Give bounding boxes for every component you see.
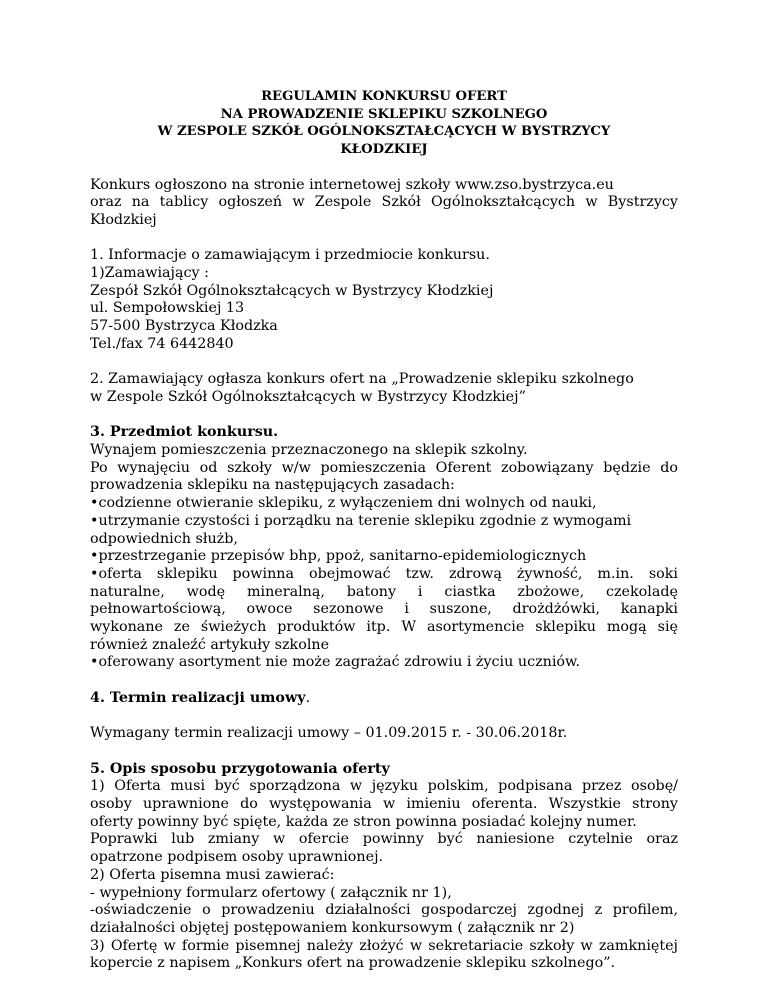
- text-line: kopercie z napisem „Konkurs ofert na prowadzenie sklepiku szkolnego”.: [90, 955, 616, 972]
- title-line: REGULAMIN KONKURSU OFERT: [261, 89, 507, 104]
- intro-paragraph: [90, 177, 678, 230]
- text-line: • oferta sklepiku powinna obejmować tzw. zdrową żywność, m.in. soki: [90, 566, 678, 584]
- text-line: ul. Sempołowskiej 13: [90, 300, 245, 317]
- list-item: [90, 938, 678, 973]
- text-line: 3) Ofertę w formie pisemnej należy złożyć w sekretariacie szkoły w zamkniętej: [90, 937, 678, 954]
- section-2: [90, 371, 678, 406]
- text-line: 1) Oferta musi być sporządzona w języku polskim, podpisana przez osobę/: [90, 778, 678, 795]
- list-item: 2) Oferta pisemna musi zawierać:: [90, 866, 335, 883]
- text-line: oraz na tablicy ogłoszeń w Zespole Szkół Ogólnokształcących w Bystrzycy: [90, 194, 678, 211]
- text-line: Konkurs ogłoszono na stronie internetowej szkoły www.zso.bystrzyca.eu: [90, 176, 614, 193]
- text-line: oferty powinny być spięte, każda ze stron powinna posiadać kolejny numer.: [90, 813, 637, 830]
- section-5: [90, 761, 678, 973]
- section-1: [90, 247, 678, 353]
- title-line: KŁODZKIEJ: [340, 142, 428, 158]
- text-line: w Zespole Szkół Ogólnokształcących w Bystrzycy Kłodzkiej”: [90, 388, 526, 405]
- text-line: Kłodzkiej: [90, 211, 157, 228]
- heading-suffix: .: [305, 689, 311, 706]
- list-item: [90, 778, 678, 867]
- list-item: - wypełniony formularz ofertowy ( załącznik nr 1),: [90, 884, 452, 901]
- text-line: wykonane ze świeżych produktów itp. W asortymencie sklepiku mogą się: [90, 619, 678, 636]
- text-line: Poprawki lub zmiany w ofercie powinny być naniesione czytelnie oraz: [90, 831, 678, 848]
- text-line: również znaleźć artykuły szkolne: [90, 636, 330, 653]
- text-line: Po wynajęciu od szkoły w/w pomieszczenia Oferent zobowiązany będzie do: [90, 459, 678, 476]
- text-line: prowadzenia sklepiku na następujących zasadach:: [90, 477, 455, 494]
- text-line: 1)Zamawiający :: [90, 265, 209, 281]
- text-line: Wymagany termin realizacji umowy – 01.09.2015 r. - 30.06.2018r.: [90, 725, 568, 742]
- section-heading: 3. Przedmiot konkursu.: [90, 424, 279, 441]
- bullet-item: • oferowany asortyment nie może zagrażać zdrowiu i życiu uczniów.: [90, 654, 678, 672]
- text-line: naturalne, wodę mineralną, batony i ciastka zbożowe, czekoladę: [90, 583, 678, 600]
- bullet-item: [90, 566, 678, 655]
- title-line: W ZESPOLE SZKÓŁ OGÓLNOKSZTAŁCĄCYCH W BYSTRZYCY: [157, 124, 611, 140]
- text-line: 1. Informacje o zamawiającym i przedmiocie konkursu.: [90, 247, 490, 264]
- document-title: [90, 88, 678, 159]
- text-line: 57-500 Bystrzyca Kłodzka: [90, 318, 278, 335]
- document-page: [90, 88, 678, 973]
- text-line: opatrzone podpisem osoby uprawnionej.: [90, 849, 384, 866]
- text-line: osoby uprawnione do występowania w imieniu oferenta. Wszystkie strony: [90, 796, 678, 813]
- text-line: 2. Zamawiający ogłasza konkurs ofert na „Prowadzenie sklepiku szkolnego: [90, 371, 634, 388]
- section-heading: 5. Opis sposobu przygotowania oferty: [90, 760, 390, 777]
- section-heading: 4. Termin realizacji umowy: [90, 689, 306, 706]
- bullet-item: [90, 513, 678, 548]
- text-line: Wynajem pomieszczenia przeznaczonego na sklepik szkolny.: [90, 442, 528, 458]
- section-3: [90, 424, 678, 672]
- text-line: działalności objętej postępowaniem konkursowym ( załącznik nr 2): [90, 919, 575, 936]
- text-line: odpowiednich służb,: [90, 530, 238, 547]
- title-line: NA PROWADZENIE SKLEPIKU SZKOLNEGO: [220, 106, 548, 122]
- section-4: [90, 690, 678, 743]
- text-line: -oświadczenie o prowadzeniu działalności gospodarczej zgodnej z profilem,: [90, 902, 678, 919]
- bullet-item: • codzienne otwieranie sklepiku, z wyłączeniem dni wolnych od nauki,: [90, 495, 678, 513]
- text-line: • utrzymanie czystości i porządku na terenie sklepiku zgodnie z wymogami: [90, 513, 678, 531]
- text-line: Zespół Szkół Ogólnokształcących w Bystrzycy Kłodzkiej: [90, 282, 494, 299]
- list-item: [90, 902, 678, 937]
- text-line: Tel./fax 74 6442840: [90, 335, 234, 352]
- bullet-item: • przestrzeganie przepisów bhp, ppoż, sanitarno-epidemiologicznych: [90, 548, 678, 566]
- text-line: pełnowartościową, owoce sezonowe i suszone, drożdżówki, kanapki: [90, 601, 678, 618]
